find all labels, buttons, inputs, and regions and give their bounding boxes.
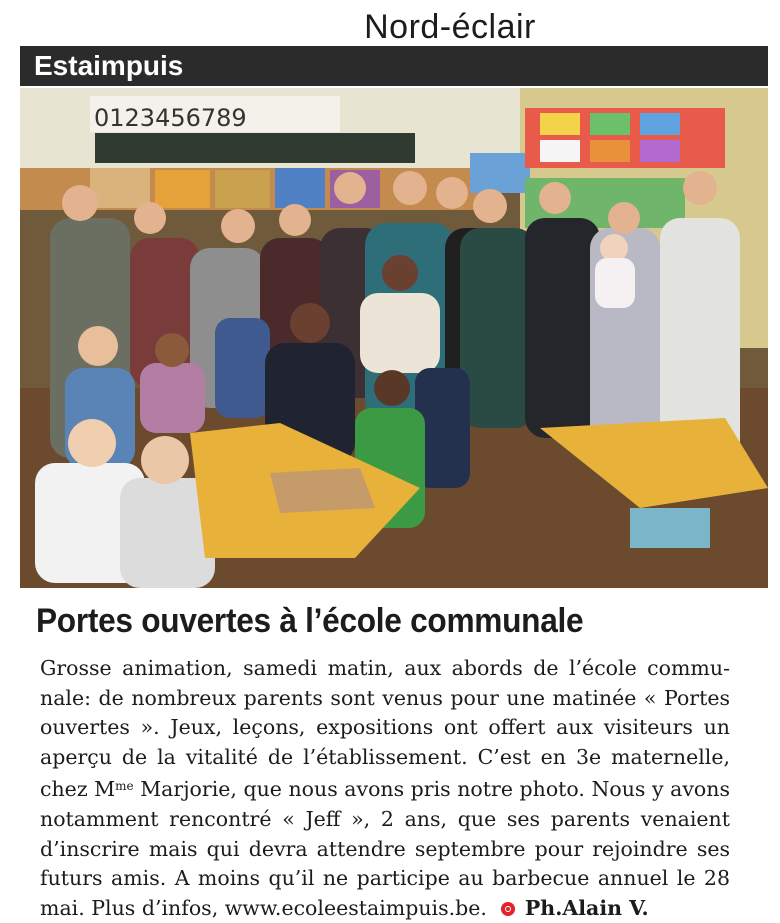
article-body [40, 654, 730, 923]
section-label: Estaimpuis [20, 46, 768, 86]
photo-credit: Ph.Alain V. [524, 895, 649, 920]
classroom-photo [20, 88, 768, 588]
body-text-part2: Marjorie, que nous avons pris notre photo. Nous y avons notamment rencontré « Jeff », 2 ans, que ses parents venaient d’inscrire mais qui devra attendre septembre pour rejoindre ses futurs amis. A moins qu’il ne participe au barbecue annuel le 28 mai. Plus d’infos, www.ecoleestaimpuis.be. [40, 777, 730, 920]
number-strip: 0123456789 [94, 104, 247, 132]
article-headline: Portes ouvertes à l’école communale [36, 602, 584, 640]
newspaper-title: Nord-éclair [364, 8, 536, 46]
body-text-part1: Grosse animation, samedi matin, aux abords de l’école commu- nale: de nombreux parents sont venus pour une matinée « Portes ouvertes ». Jeux, leçons, expositions ont offert aux visiteurs un aperçu de la vitalité de l’établissement. C’est en 3e maternelle, chez M [40, 656, 730, 802]
body-text-superscript: me [115, 779, 134, 794]
target-icon [501, 902, 515, 916]
article-photo [20, 88, 768, 588]
